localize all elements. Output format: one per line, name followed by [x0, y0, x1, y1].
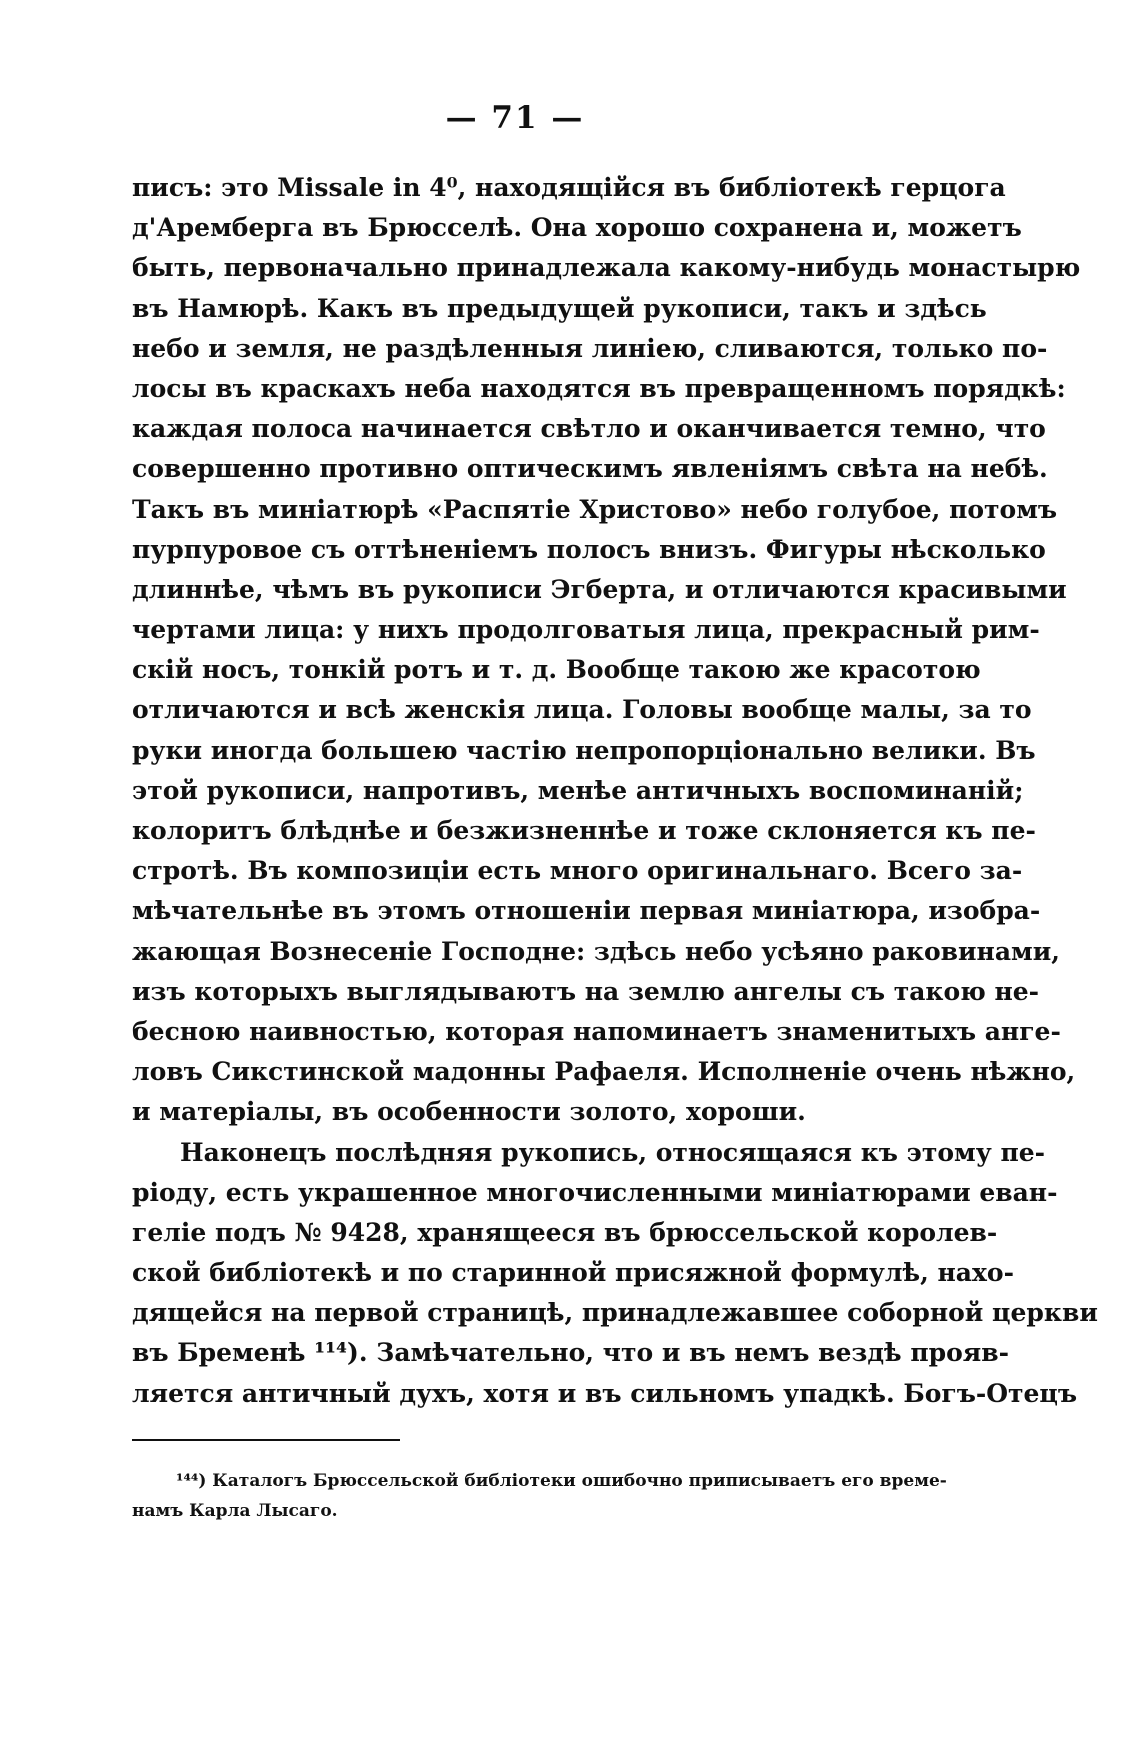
footnote-divider: [132, 1439, 400, 1441]
text-line: отличаются и всѣ женскія лица. Головы вообще малы, за то: [132, 695, 1032, 725]
text-line: руки иногда большею частію непропорціонально велики. Въ: [132, 735, 1036, 765]
text-line: геліе подъ № 9428, хранящееся въ брюссельской королев-: [132, 1217, 998, 1247]
footnote: [132, 1466, 947, 1526]
text-line: стротѣ. Въ композиціи есть много оригинальнаго. Всего за-: [132, 856, 1023, 886]
text-line: колоритъ блѣднѣе и безжизненнѣе и тоже склоняется къ пе-: [132, 816, 1036, 845]
text-line: небо и земля, не раздѣленныя линіею, сливаются, только по-: [132, 333, 1048, 363]
footnote-line: намъ Карла Лысаго.: [132, 1501, 338, 1521]
text-line: ской библіотекѣ и по старинной присяжной формулѣ, нахо-: [132, 1258, 1014, 1288]
text-line: д'Аремберга въ Брюсселѣ. Она хорошо сохранена и, можетъ: [132, 213, 1022, 243]
footnote-line: ¹⁴⁴) Каталогъ Брюссельской библіотеки ошибочно приписываетъ его време-: [176, 1471, 947, 1491]
text-line-paragraph-start: Наконецъ послѣдняя рукопись, относящаяся къ этому пе-: [180, 1137, 1046, 1167]
text-line: чертами лица: у нихъ продолговатыя лица, прекрасный рим-: [132, 615, 1040, 645]
text-line: изъ которыхъ выглядываютъ на землю ангелы съ такою не-: [132, 976, 1040, 1006]
body-text: [132, 168, 1098, 1414]
page-number: — 71 —: [445, 100, 585, 136]
text-line: ріоду, есть украшенное многочисленными миніатюрами еван-: [132, 1177, 1058, 1207]
text-line-paragraph-end: и матеріалы, въ особенности золото, хороши.: [132, 1097, 806, 1127]
text-line: писъ: это Missale in 4⁰, находящійся въ библіотекѣ герцога: [132, 173, 1006, 202]
text-line: дящейся на первой страницѣ, принадлежавшее соборной церкви: [132, 1298, 1098, 1328]
text-line: ловъ Сикстинской мадонны Рафаеля. Исполненіе очень нѣжно,: [132, 1057, 1076, 1087]
text-line: каждая полоса начинается свѣтло и оканчивается темно, что: [132, 414, 1046, 444]
text-line: мѣчательнѣе въ этомъ отношеніи первая миніатюра, изобра-: [132, 896, 1041, 926]
text-line: въ Намюрѣ. Какъ въ предыдущей рукописи, такъ и здѣсь: [132, 293, 987, 323]
text-line: скій носъ, тонкій ротъ и т. д. Вообще такою же красотою: [132, 655, 981, 685]
text-line: Такъ въ миніатюрѣ «Распятіе Христово» небо голубое, потомъ: [132, 494, 1058, 524]
text-line: ляется античный духъ, хотя и въ сильномъ упадкѣ. Богъ-Отецъ: [132, 1378, 1078, 1408]
text-line: быть, первоначально принадлежала какому-нибудь монастырю: [132, 253, 1081, 283]
text-line: длиннѣе, чѣмъ въ рукописи Эгберта, и отличаются красивыми: [132, 574, 1067, 604]
text-line: въ Бременѣ ¹¹⁴). Замѣчательно, что и въ немъ вездѣ прояв-: [132, 1338, 1009, 1368]
text-line: жающая Вознесеніе Господне: здѣсь небо усѣяно раковинами,: [132, 936, 1061, 966]
text-line: пурпуровое съ оттѣненіемъ полосъ внизъ. Фигуры нѣсколько: [132, 534, 1046, 564]
text-line: этой рукописи, напротивъ, менѣе античныхъ воспоминаній;: [132, 775, 1024, 805]
text-line: лосы въ краскахъ неба находятся въ превращенномъ порядкѣ:: [132, 373, 1066, 403]
text-line: совершенно противно оптическимъ явленіямъ свѣта на небѣ.: [132, 454, 1048, 484]
text-line: бесною наивностью, которая напоминаетъ знаменитыхъ анге-: [132, 1016, 1061, 1046]
